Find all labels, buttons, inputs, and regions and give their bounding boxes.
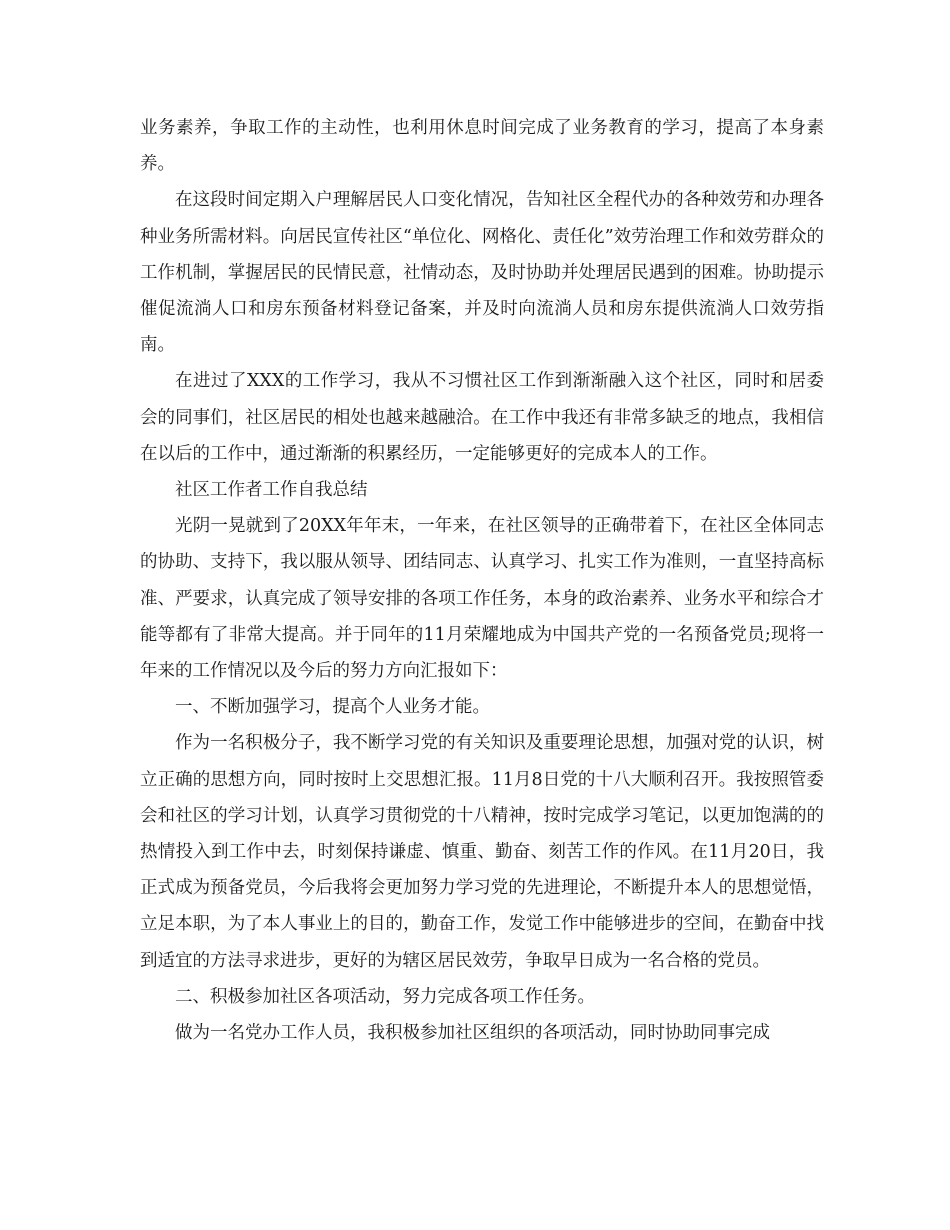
heading-2: 二、积极参加社区各项活动，努力完成各项工作任务。 — [175, 986, 595, 1007]
paragraph-3: 在进过了XXX的工作学习，我从不习惯社区工作到渐渐融入这个社区，同时和居委会的同事们，社区居民的相处也越来越融洽。在工作中我还有非常多缺乏的地点，我相信在以后的工作中，通过渐渐的积累经历，一定能够更好的完成本人的工作。 — [140, 371, 824, 464]
paragraph-5: 光阴一晃就到了20XX年年末，一年来，在社区领导的正确带着下，在社区全体同志的协助、支持下，我以服从领导、团结同志、认真学习、扎实工作为准则，一直坚持高标准、严要求，认真完成了领导安排的各项工作任务，本身的政治素养、业务水平和综合才能等都有了非常大提高。并于同年的11月荣耀地成为中国共产党的一名预备党员;现将一年来的工作情况以及今后的努力方向汇报如下： — [140, 516, 824, 682]
paragraph-1: 业务素养，争取工作的主动性，也利用休息时间完成了业务教育的学习，提高了本身素养。 — [140, 118, 824, 175]
document-page — [140, 110, 824, 1051]
paragraph-2: 在这段时间定期入户理解居民人口变化情况，告知社区全程代办的各种效劳和办理各种业务所需材料。向居民宣传社区“单位化、网格化、责任化”效劳治理工作和效劳群众的工作机制，掌握居民的民情民意，社情动态，及时协助并处理居民遇到的困难。协助提示催促流淌人口和房东预备材料登记备案，并及时向流淌人员和房东提供流淌人口效劳指南。 — [140, 190, 824, 356]
section-title: 社区工作者工作自我总结 — [175, 480, 368, 501]
paragraph-9: 做为一名党办工作人员，我积极参加社区组织的各项活动，同时协助同事完成 — [175, 1023, 770, 1044]
paragraph-7: 作为一名积极分子，我不断学习党的有关知识及重要理论思想，加强对党的认识，树立正确的思想方向，同时按时上交思想汇报。11月8日党的十八大顺利召开。我按照管委会和社区的学习计划，认真学习贯彻党的十八精神，按时完成学习笔记，以更加饱满的的热情投入到工作中去，时刻保持谦虚、慎重、勤奋、刻苦工作的作风。在11月20日，我正式成为预备党员，今后我将会更加努力学习党的先进理论，不断提升本人的思想觉悟，立足本职，为了本人事业上的目的，勤奋工作，发觉工作中能够进步的空间，在勤奋中找到适宜的方法寻求进步，更好的为辖区居民效劳，争取早日成为一名合格的党员。 — [140, 733, 824, 971]
heading-1: 一、不断加强学习，提高个人业务才能。 — [175, 697, 490, 718]
